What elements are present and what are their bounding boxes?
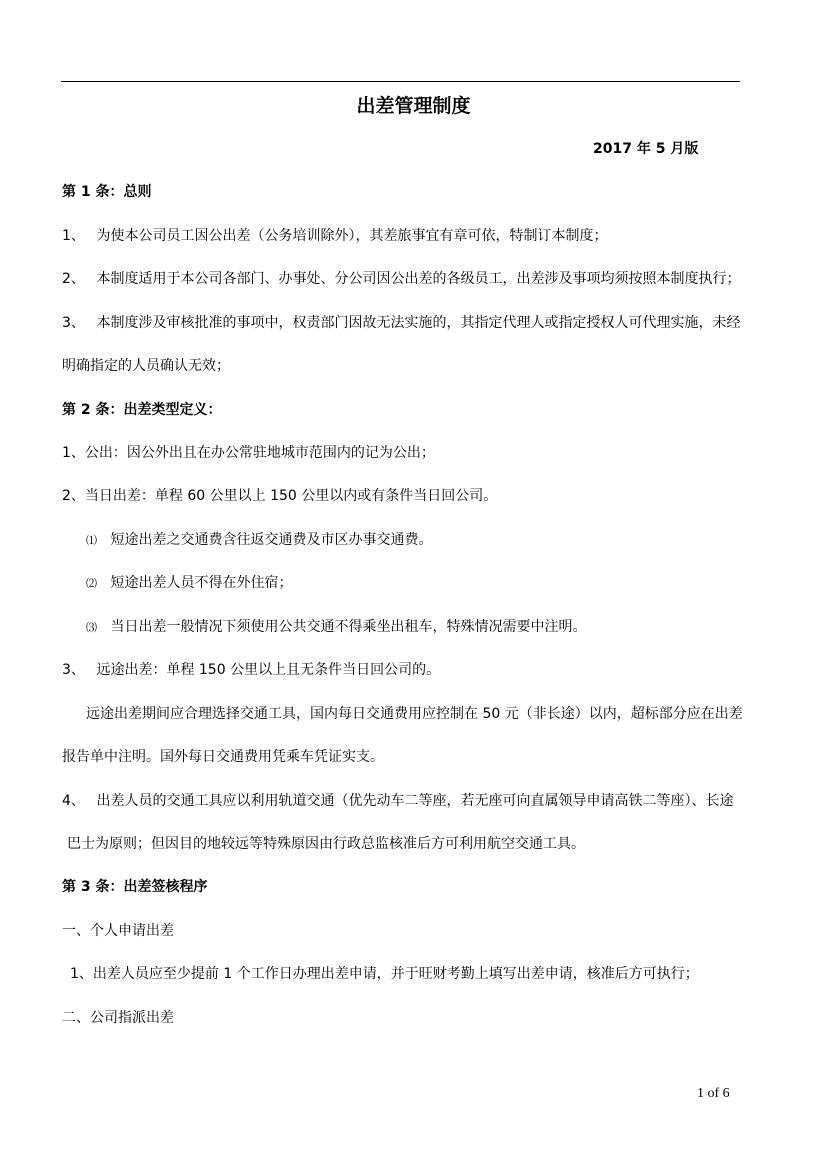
header-rule	[61, 81, 740, 82]
article1-item3-number: 3、	[62, 315, 85, 331]
article3-heading: 第 3 条：出差签核程序	[62, 879, 208, 895]
article2-item2: 2、当日出差：单程 60 公里以上 150 公里以内或有条件当日回公司。	[62, 488, 498, 504]
article2-item4	[62, 792, 733, 810]
article2-item4-continued: 巴士为原则；但因目的地较远等特殊原因由行政总监核准后方可利用航空交通工具。	[67, 836, 585, 852]
article1-item1	[62, 227, 607, 245]
article1-item3-continued: 明确指定的人员确认无效；	[62, 358, 230, 374]
article2-subitem3	[86, 618, 586, 637]
article1-item2-text: 本制度适用于本公司各部门、办事处、分公司因公出差的各级员工，出差涉及事项均须按照本制度执行；	[96, 271, 741, 287]
article1-item3	[62, 314, 740, 332]
article2-item3-detail: 远途出差期间应合理选择交通工具，国内每日交通费用应控制在 50 元（非长途）以内，超标部分应在出差	[86, 706, 743, 722]
article1-heading: 第 1 条：总则	[62, 184, 152, 200]
subitem1-text: 短途出差之交通费含往返交通费及市区办事交通费。	[110, 532, 433, 548]
article2-subitem2	[86, 574, 292, 593]
article2-item3-text: 远途出差：单程 150 公里以上且无条件当日回公司的。	[96, 662, 441, 678]
article1-item3-text: 本制度涉及审核批准的事项中，权责部门因故无法实施的，其指定代理人或指定授权人可代理实施，未经	[96, 315, 741, 331]
article2-item1: 1、公出：因公外出且在办公常驻地城市范围内的记为公出；	[62, 445, 435, 461]
article1-item1-number: 1、	[62, 228, 85, 244]
article2-item4-number: 4、	[62, 793, 85, 809]
article3-section2: 二、公司指派出差	[62, 1010, 174, 1026]
article1-item2-number: 2、	[62, 271, 85, 287]
subitem3-number: ⑶	[86, 621, 97, 634]
document-title: 出差管理制度	[356, 95, 471, 117]
article1-item2	[62, 270, 740, 288]
article2-subitem1	[86, 531, 432, 550]
document-edition: 2017 年 5 月版	[593, 141, 699, 157]
article2-heading: 第 2 条：出差类型定义：	[62, 402, 222, 418]
article3-section1: 一、个人申请出差	[62, 923, 174, 939]
subitem1-number: ⑴	[86, 534, 97, 547]
article2-item3-number: 3、	[62, 662, 85, 678]
article2-item3-detail-continued: 报告单中注明。国外每日交通费用凭乘车凭证实支。	[62, 749, 384, 765]
article2-item4-text: 出差人员的交通工具应以利用轨道交通（优先动车二等座，若无座可向直属领导申请高铁二等座）、长途	[96, 793, 734, 809]
subitem2-text: 短途出差人员不得在外住宿；	[110, 575, 293, 591]
page-number: 1 of 6	[697, 1086, 730, 1101]
subitem3-text: 当日出差一般情况下须使用公共交通不得乘坐出租车，特殊情况需要中注明。	[110, 619, 587, 635]
article3-section1-item1: 1、出差人员应至少提前 1 个工作日办理出差申请，并于旺财考勤上填写出差申请，核准后方可执行；	[70, 966, 699, 982]
article2-item3	[62, 661, 440, 679]
subitem2-number: ⑵	[86, 577, 97, 590]
article1-item1-text: 为使本公司员工因公出差（公务培训除外），其差旅事宜有章可依，特制订本制度；	[96, 228, 608, 244]
